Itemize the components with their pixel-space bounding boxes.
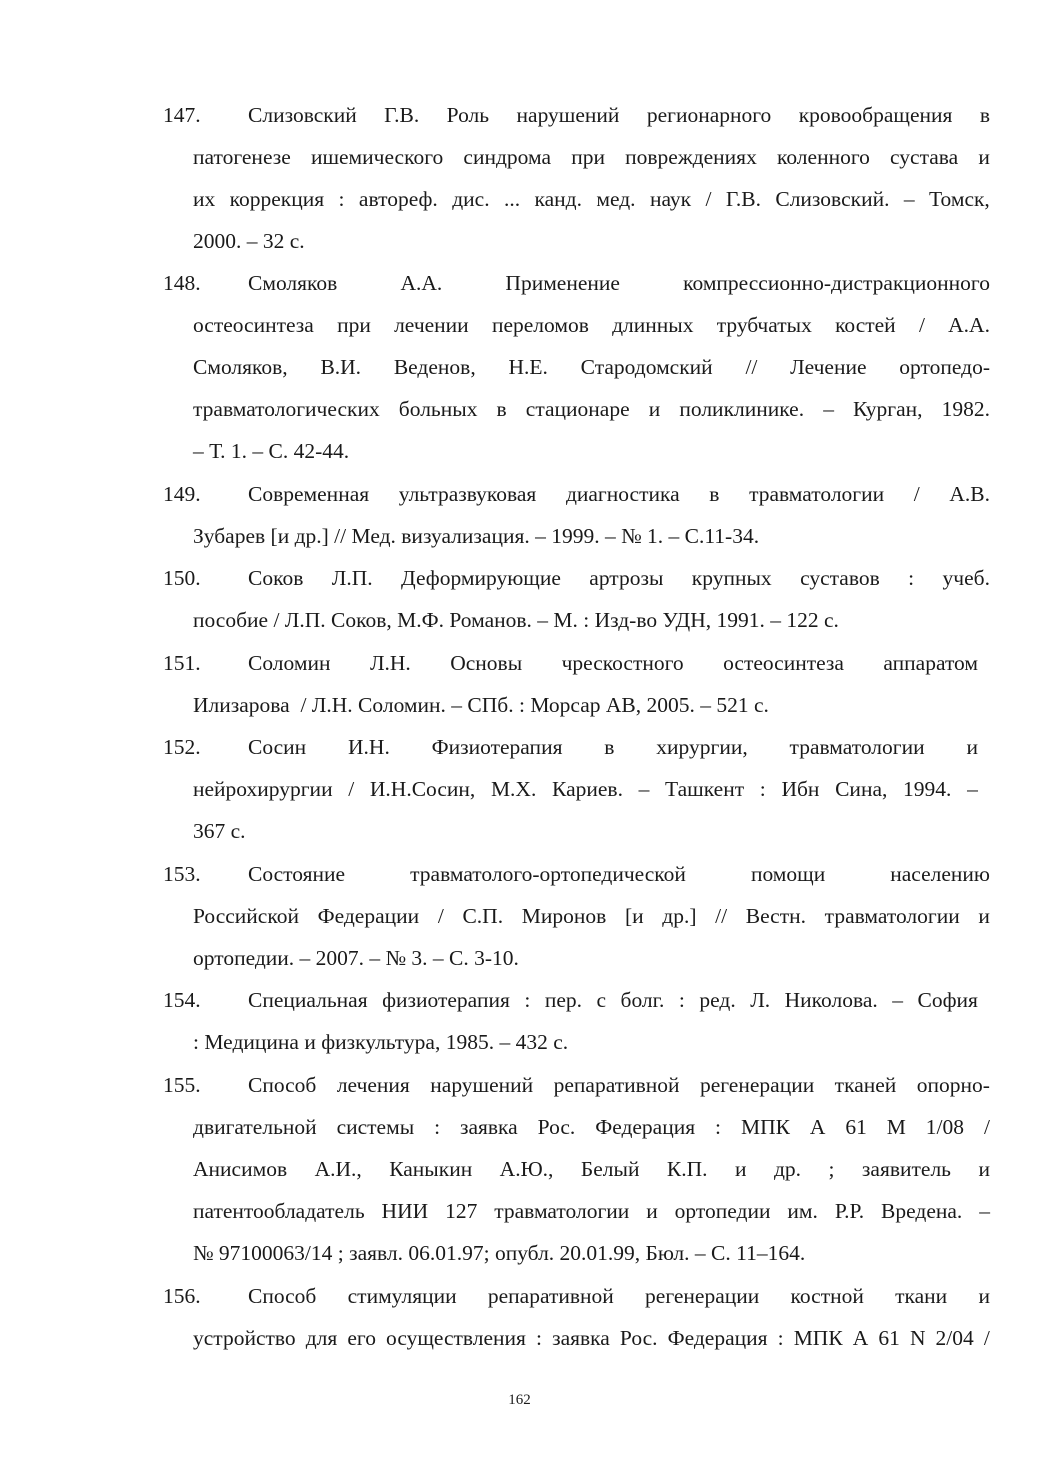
entry-line: Слизовский Г.В. Роль нарушений регионарного кровообращения в	[248, 103, 990, 127]
entry-line: пособие / Л.П. Соков, М.Ф. Романов. – М. : Изд-во УДН, 1991. – 122 с.	[193, 608, 839, 632]
entry-number: 154.	[163, 988, 201, 1012]
entry-number: 152.	[163, 735, 201, 759]
entry-line: их коррекция : автореф. дис. ... канд. мед. наук / Г.В. Слизовский. – Томск,	[193, 187, 990, 211]
entry-line: ортопедии. – 2007. – № 3. – С. 3-10.	[193, 946, 519, 970]
entry-line: Соломин Л.Н. Основы чрескостного остеосинтеза аппаратом	[248, 651, 978, 675]
entry-line: 367 с.	[193, 819, 246, 843]
entry-number: 150.	[163, 566, 201, 590]
entry-line: травматологических больных в стационаре и поликлинике. – Курган, 1982.	[193, 397, 990, 421]
entry-line: Российской Федерации / С.П. Миронов [и др.] // Вестн. травматологии и	[193, 904, 990, 928]
entry-line: Илизарова / Л.Н. Соломин. – СПб. : Морсар АВ, 2005. – 521 с.	[193, 693, 769, 717]
entry-line: Сосин И.Н. Физиотерапия в хирургии, травматологии и	[248, 735, 978, 759]
entry-line: Смоляков, В.И. Веденов, Н.Е. Стародомский // Лечение ортопедо-	[193, 355, 990, 379]
entry-number: 148.	[163, 271, 201, 295]
entry-line: – Т. 1. – С. 42-44.	[193, 439, 350, 463]
entry-number: 149.	[163, 482, 201, 506]
entry-line: Соков Л.П. Деформирующие артрозы крупных суставов : учеб.	[248, 566, 990, 590]
entry-number: 151.	[163, 651, 201, 675]
entry-line: Состояние травматолого-ортопедической помощи населению	[248, 862, 990, 886]
entry-line: Способ лечения нарушений репаративной регенерации тканей опорно-	[248, 1073, 990, 1097]
entry-line: Специальная физиотерапия : пер. с болг. : ред. Л. Николова. – София	[248, 988, 978, 1012]
entry-line: : Медицина и физкультура, 1985. – 432 с.	[193, 1030, 569, 1054]
entry-line: Смоляков А.А. Применение компрессионно-дистракционного	[248, 271, 990, 295]
entry-line: двигательной системы : заявка Рос. Федерация : МПК A 61 M 1/08 /	[193, 1115, 990, 1139]
entry-line: Способ стимуляции репаративной регенерации костной ткани и	[248, 1284, 990, 1308]
entry-line: 2000. – 32 с.	[193, 229, 305, 253]
entry-number: 155.	[163, 1073, 201, 1097]
entry-line: патентообладатель НИИ 127 травматологии и ортопедии им. Р.Р. Вредена. –	[193, 1199, 990, 1223]
entry-line: Современная ультразвуковая диагностика в травматологии / А.В.	[248, 482, 990, 506]
entry-line: № 97100063/14 ; заявл. 06.01.97; опубл. 20.01.99, Бюл. – С. 11–164.	[193, 1241, 806, 1265]
entry-number: 153.	[163, 862, 201, 886]
entry-line: Зубарев [и др.] // Мед. визуализация. – 1999. – № 1. – С.11-34.	[193, 524, 760, 548]
entry-line: патогенезе ишемического синдрома при повреждениях коленного сустава и	[193, 145, 990, 169]
page-number: 162	[508, 1392, 531, 1408]
entry-line: устройство для его осуществления : заявка Рос. Федерация : МПК A 61 N 2/04 /	[193, 1326, 990, 1350]
entry-number: 147.	[163, 103, 201, 127]
entry-line: остеосинтеза при лечении переломов длинных трубчатых костей / А.А.	[193, 313, 990, 337]
entry-line: Анисимов А.И., Каныкин А.Ю., Белый К.П. и др. ; заявитель и	[193, 1157, 990, 1181]
entry-line: нейрохирургии / И.Н.Сосин, М.Х. Кариев. – Ташкент : Ибн Сина, 1994. –	[193, 777, 978, 801]
entry-number: 156.	[163, 1284, 201, 1308]
